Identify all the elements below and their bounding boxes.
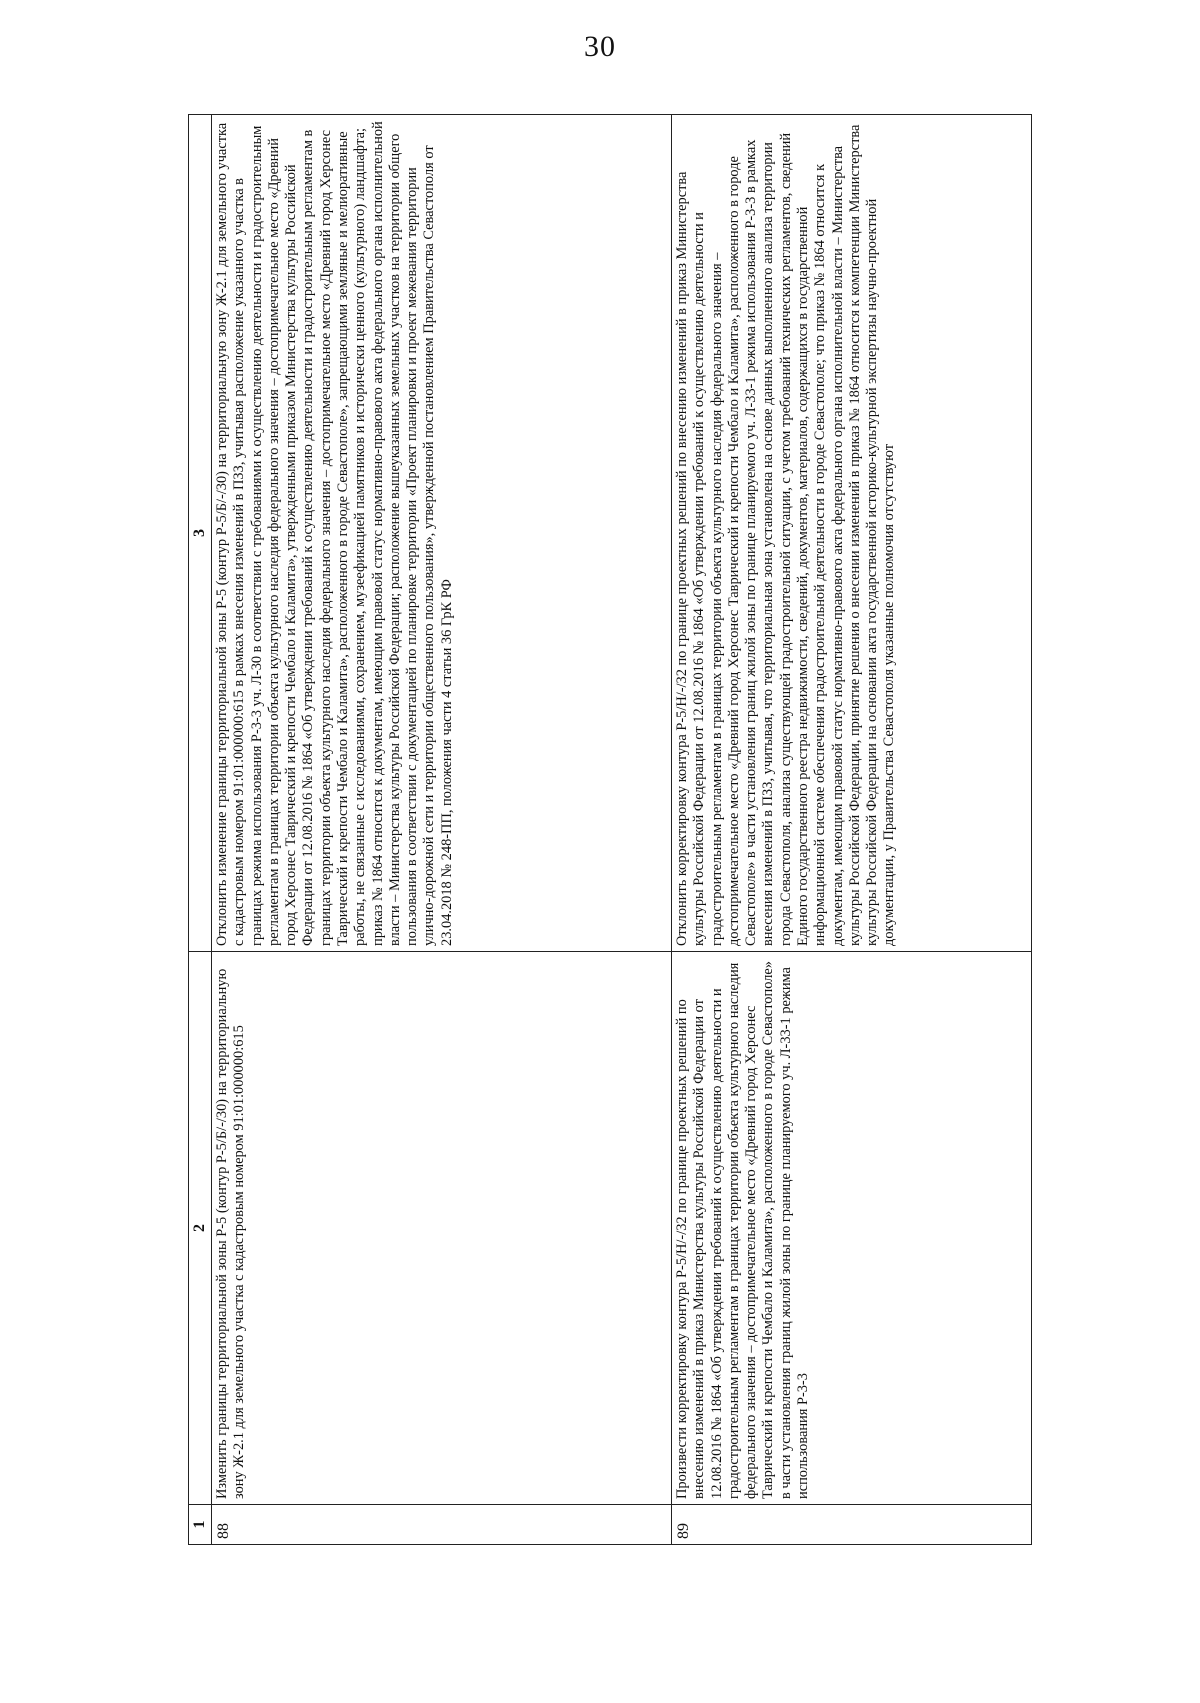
column-header-1: 1	[189, 1505, 212, 1545]
decision-cell: Отклонить изменение границы территориальной зоны Р-5 (контур Р-5/Б/-/30) на территориальную зону Ж-2.1 для земельного участка с кадастровым номером 91:01:000000:615 в рамках внесения изменений в ПЗЗ, учитывая расположение указанного участка в границах режима использования Р-3-3 уч. Л-30 в соответствии с требованиями к осуществлению деятельности и градостроительным регламентам в границах территории объекта культурного наследия федерального значения – достопримечательное место «Древний город Херсонес Таврический и крепости Чембало и Каламита», утвержденными приказом Министерства культуры Российской Федерации от 12.08.2016 № 1864 «Об утверждении требований к осуществлению деятельности и градостроительным регламентам в границах территории объекта культурного наследия федерального значения – достопримечательное место «Древний город Херсонес Таврический и крепости Чембало и Каламита», расположенного в городе Севастополе», запрещающими земляные и мелиоративные работы, не связанные с исследованиями, сохранением, музеефикацией памятников и исторически ценного (культурного) ландшафта; приказ № 1864 относится к документам, имеющим правовой статус нормативно-правового акта федерального органа исполнительной власти – Министерства культуры Российской Федерации; расположение вышеуказанных земельных участков на территории общего пользования в соответствии с документацией по планировке территории «Проект планировки и проект межевания территории улично-дорожной сети и территории общественного пользования», утвержденной постановлением Правительства Севастополя от 23.04.2018 № 248-ПП, положения части 4 статьи 36 ГрК РФ	[212, 115, 672, 952]
table-header-row	[189, 115, 212, 1545]
row-number: 89	[672, 1505, 1032, 1545]
decision-cell: Отклонить корректировку контура Р-5/Н/-/32 по границе проектных решений по внесению изменений в приказ Министерства культуры Российской Федерации от 12.08.2016 № 1864 «Об утверждении требований к осуществлению деятельности и градостроительным регламентам в границах территории объекта культурного наследия федерального значения – достопримечательное место «Древний город Херсонес Таврический и крепости Чембало и Каламита», расположенного в городе Севастополе» в части установления границ жилой зоны по границе планируемого уч. Л-33-1 режима использования Р-3-3 в рамках внесения изменений в ПЗЗ, учитывая, что территориальная зона установлена на основе данных выполненного анализа территории города Севастополя, анализа существующей градостроительной ситуации, с учетом требований технических регламентов, сведений Единого государственного реестра недвижимости, сведений, документов, материалов, содержащихся в государственной информационной системе обеспечения градостроительной деятельности в городе Севастополе; что приказ № 1864 относится к документам, имеющим правовой статус нормативно-правового акта федерального органа исполнительной власти – Министерства культуры Российской Федерации, принятие решения о внесении изменений в приказ № 1864 относится к компетенции Министерства культуры Российской Федерации на основании акта государственной историко-культурной экспертизы научно-проектной документации, у Правительства Севастополя указанные полномочия отсутствуют	[672, 115, 1032, 952]
table-row	[672, 115, 1032, 1545]
row-number: 88	[212, 1505, 672, 1545]
rotated-table-container	[188, 115, 1024, 1545]
table-row	[212, 115, 672, 1545]
column-header-3: 3	[189, 115, 212, 952]
decisions-table	[188, 114, 1032, 1545]
page-number: 30	[584, 30, 616, 63]
proposal-cell: Произвести корректировку контура Р-5/Н/-/32 по границе проектных решений по внесению изменений в приказ Министерства культуры Российской Федерации от 12.08.2016 № 1864 «Об утверждении требований к осуществлению деятельности и градостроительным регламентам в границах территории объекта культурного наследия федерального значения – достопримечательное место «Древний город Херсонес Таврический и крепости Чембало и Каламита», расположенного в городе Севастополе» в части установления границ жилой зоны по границе планируемого уч. Л-33-1 режима использования Р-3-3	[672, 952, 1032, 1505]
proposal-cell: Изменить границы территориальной зоны Р-5 (контур Р-5/Б/-/30) на территориальную зону Ж-2.1 для земельного участка с кадастровым номером 91:01:000000:615	[212, 952, 672, 1505]
column-header-2: 2	[189, 952, 212, 1505]
